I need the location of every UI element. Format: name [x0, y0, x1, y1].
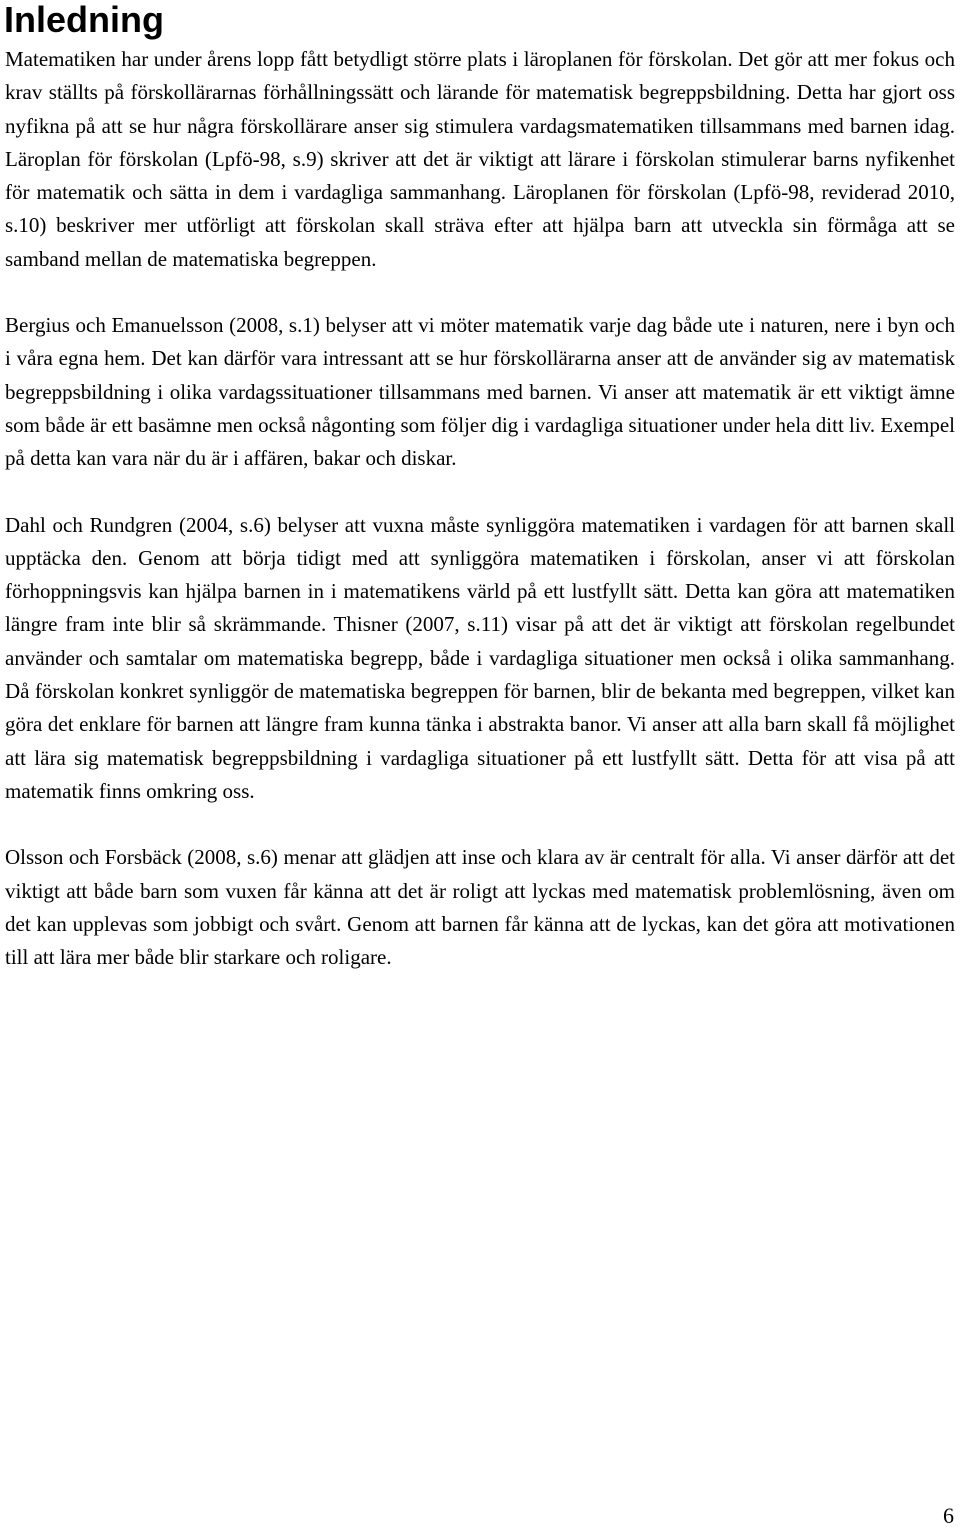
- page-title: Inledning: [4, 0, 164, 40]
- paragraph-1: Matematiken har under årens lopp fått betydligt större plats i läroplanen för förskolan. Det gör att mer fokus och krav ställts på förskollärarnas förhållningssätt och lärande för matematisk begreppsbildning. Detta har gjort oss nyfikna på att se hur några förskollärare anser sig stimulera vardagsmatematiken tillsammans med barnen idag. Läroplan för förskolan (Lpfö-98, s.9) skriver att det är viktigt att lärare i förskolan stimulerar barns nyfikenhet för matematik och sätta in dem i vardagliga sammanhang. Läroplanen för förskolan (Lpfö-98, reviderad 2010, s.10) beskriver mer utförligt att förskolan skall sträva efter att hjälpa barn att utveckla sin förmåga att se samband mellan de matematiska begreppen.: [5, 47, 955, 271]
- paragraph-3: Dahl och Rundgren (2004, s.6) belyser att vuxna måste synliggöra matematiken i vardagen för att barnen skall upptäcka den. Genom att börja tidigt med att synliggöra matematiken i förskolan, anser vi att förskolan förhoppningsvis kan hjälpa barnen in i matematikens värld på ett lustfyllt sätt. Detta kan göra att matematiken längre fram inte blir så skrämmande. Thisner (2007, s.11) visar på att det är viktigt att förskolan regelbundet använder och samtalar om matematiska begrepp, både i vardagliga situationer men också i olika sammanhang. Då förskolan konkret synliggör de matematiska begreppen för barnen, blir de bekanta med begreppen, vilket kan göra det enklare för barnen att längre fram kunna tänka i abstrakta banor. Vi anser att alla barn skall få möjlighet att lära sig matematisk begreppsbildning i vardagliga situationer på ett lustfyllt sätt. Detta för att visa på att matematik finns omkring oss.: [5, 512, 955, 803]
- page-number: 6: [943, 1503, 954, 1528]
- paragraph-2: Bergius och Emanuelsson (2008, s.1) belyser att vi möter matematik varje dag både ute i naturen, nere i byn och i våra egna hem. Det kan därför vara intressant att se hur förskollärarna anser att de använder sig av matematisk begreppsbildning i olika vardagssituationer tillsammans med barnen. Vi anser att matematik är ett viktigt ämne som både är ett basämne men också någonting som följer dig i vardagliga situationer under hela ditt liv. Exempel på detta kan vara när du är i affären, bakar och diskar.: [5, 313, 955, 471]
- body-text: [5, 43, 955, 1007]
- paragraph-4: Olsson och Forsbäck (2008, s.6) menar att glädjen att inse och klara av är centralt för alla. Vi anser därför att det viktigt att både barn som vuxen får känna att det är roligt att lyckas med matematisk problemlösning, även om det kan upplevas som jobbigt och svårt. Genom att barnen får känna att de lyckas, kan det göra att motivationen till att lära mer både blir starkare och roligare.: [5, 845, 955, 970]
